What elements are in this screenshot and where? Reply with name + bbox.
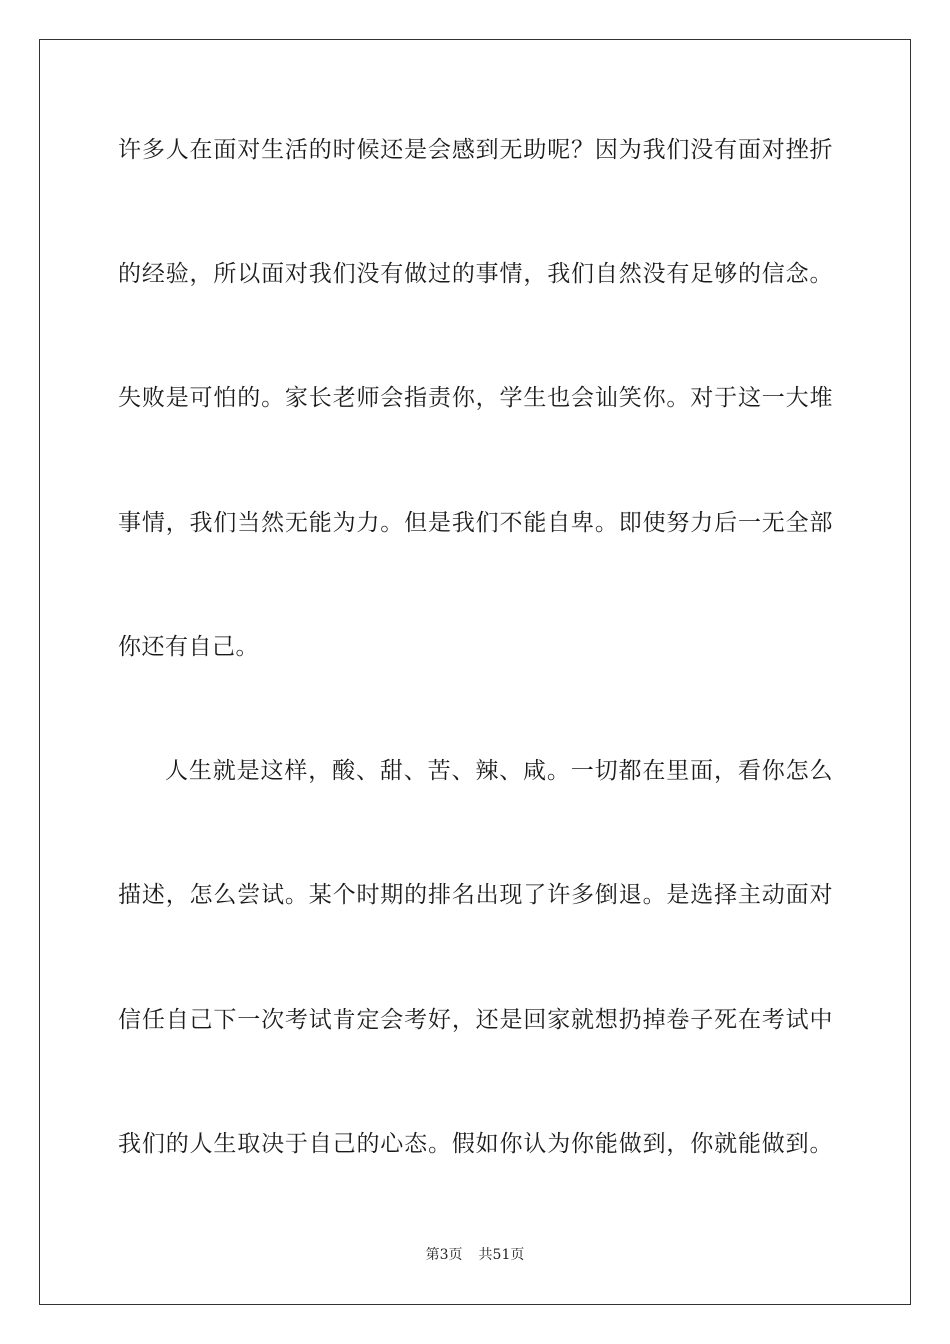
page-number: 第3页 [425,1247,463,1263]
text-line-1: 许多人在面对生活的时候还是会感到无助呢？因为我们没有面对挫折 [118,137,833,163]
text-line-3: 失败是可怕的。家长老师会指责你，学生也会讪笑你。对于这一大堆 [118,385,833,411]
text-line-6: 人生就是这样，酸、甜、苦、辣、咸。一切都在里面，看你怎么 [165,758,833,784]
text-line-2: 的经验，所以面对我们没有做过的事情，我们自然没有足够的信念。 [118,261,833,287]
page-footer [0,1246,950,1264]
text-line-5: 你还有自己。 [118,634,259,660]
text-line-9: 我们的人生取决于自己的心态。假如你认为你能做到，你就能做到。 [118,1131,833,1157]
page-frame [39,39,911,1305]
text-line-8: 信任自己下一次考试肯定会考好，还是回家就想扔掉卷子死在考试中 [118,1007,833,1033]
page-total: 共51页 [478,1247,525,1263]
text-line-7: 描述，怎么尝试。某个时期的排名出现了许多倒退。是选择主动面对 [118,882,833,908]
text-line-4: 事情，我们当然无能为力。但是我们不能自卑。即使努力后一无全部 [118,510,833,536]
